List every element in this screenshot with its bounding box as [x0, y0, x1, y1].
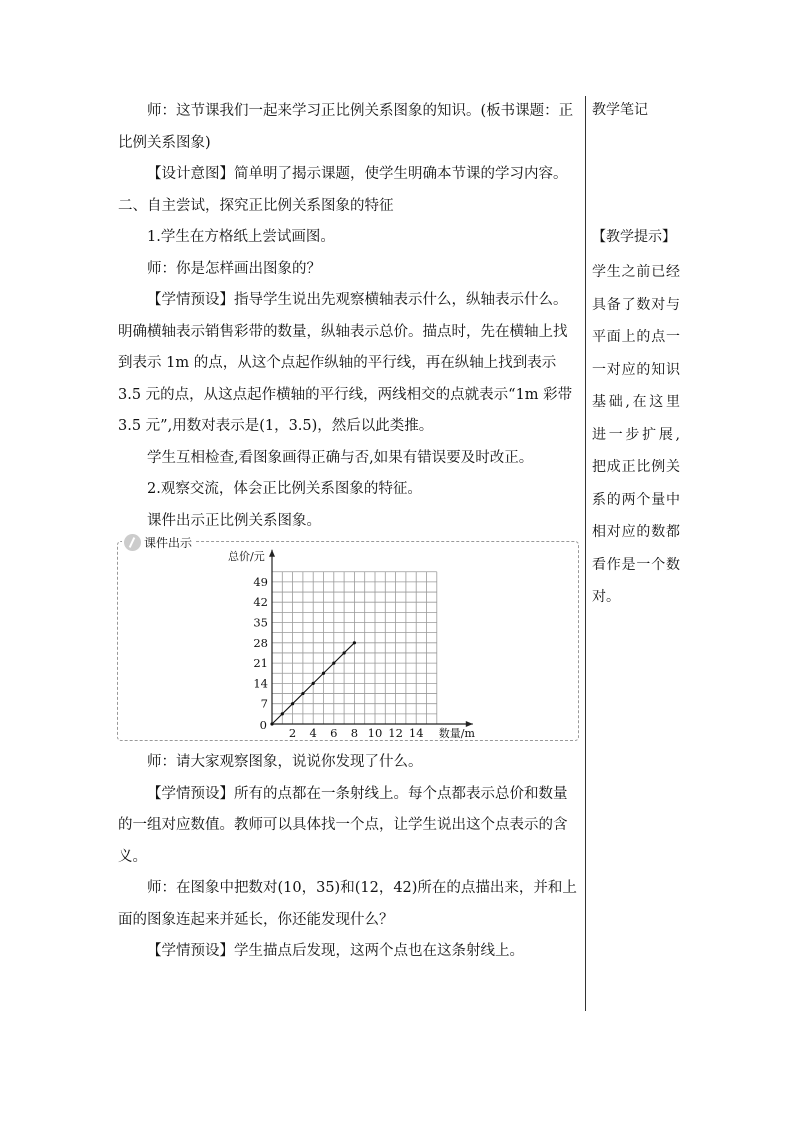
paragraph: 课件出示正比例关系图象。 — [147, 512, 321, 529]
data-point — [312, 682, 315, 685]
sidebar-title: 教学笔记 — [592, 102, 648, 118]
data-point — [291, 702, 294, 705]
paragraph: 师：你是怎样画出图象的？ — [147, 260, 321, 277]
y-axis-label: 总价/元 — [228, 549, 265, 563]
y-axis-arrow — [269, 550, 275, 557]
x-tick-label: 8 — [350, 726, 359, 740]
paragraph: 【学情预设】学生描点后发现，这两个点也在这条射线上。 — [147, 943, 524, 959]
data-point — [270, 722, 273, 725]
x-axis-label: 数量/m — [438, 727, 475, 740]
origin-label: 0 — [259, 718, 267, 732]
section-heading: 二、自主尝试，探究正比例关系图象的特征 — [118, 197, 394, 214]
courseware-tag-label: 课件出示 — [144, 536, 193, 550]
y-tick-label: 28 — [253, 635, 268, 650]
y-tick-label: 42 — [253, 595, 268, 610]
courseware-tag — [122, 534, 196, 551]
paragraph: 学生互相检查,看图象画得正确与否,如果有错误要及时改正。 — [147, 449, 534, 466]
x-tick-label: 2 — [288, 726, 297, 740]
x-tick-label: 14 — [408, 726, 424, 740]
sidebar-hint-text: 学生之前已经具备了数对与平面上的点一一对应的知识基础,在这里进一步扩展,把成正比例关系的两个量中相对应的数都看作是一个数对。 — [592, 264, 680, 605]
data-point — [281, 712, 284, 715]
x-tick-label: 12 — [388, 726, 403, 740]
paragraph: 【设计意图】简单明了揭示课题，使学生明确本节课的学习内容。 — [147, 166, 568, 182]
pencil-icon — [124, 534, 141, 551]
data-point — [353, 641, 356, 644]
margin-divider — [585, 96, 586, 1011]
paragraph: 师：在图象中把数对(10，35)和(12，42)所在的点描出来，并和上面的图象连起来并延长，你还能发现什么？ — [118, 880, 577, 928]
x-tick-label: 6 — [330, 726, 338, 740]
y-tick-label: 7 — [260, 696, 268, 711]
y-tick-label: 14 — [253, 676, 268, 691]
y-tick-label: 35 — [253, 615, 268, 630]
data-point — [343, 651, 346, 654]
paragraph: 师：请大家观察图象，说说你发现了什么。 — [147, 754, 423, 770]
paragraph: 【学情预设】所有的点都在一条射线上。每个点都表示总价和数量的一组对应数值。教师可以具体找一个点，让学生说出这个点表示的含义。 — [118, 785, 568, 865]
paragraph: 师：这节课我们一起来学习正比例关系图象的知识。(板书课题：正比例关系图象) — [118, 103, 574, 151]
y-tick-label: 21 — [253, 656, 268, 671]
paragraph: 【学情预设】指导学生说出先观察横轴表示什么，纵轴表示什么。明确横轴表示销售彩带的数量，纵轴表示总价。描点时，先在横轴上找到表示 1m 的点，从这个点起作纵轴的平行线，再在纵轴上找到表示 3.5 元的点，从这点起作横轴的平行线，两线相交的点就表示“1m 彩带 3.5 元”,用数对表示是(1，3.5)，然后以此类推。 — [118, 292, 573, 434]
data-point — [332, 662, 335, 665]
paragraph: 2.观察交流，体会正比例关系图象的特征。 — [147, 481, 422, 497]
sidebar-hint-label: 【教学提示】 — [592, 229, 676, 245]
data-point — [301, 692, 304, 695]
courseware-chart-box — [117, 536, 579, 741]
x-tick-label: 10 — [367, 726, 383, 740]
proportion-chart — [118, 542, 578, 740]
paragraph: 1.学生在方格纸上尝试画图。 — [147, 229, 335, 245]
x-tick-label: 4 — [309, 726, 317, 740]
y-tick-label: 49 — [253, 574, 268, 589]
data-point — [322, 672, 325, 675]
main-content — [118, 96, 580, 968]
